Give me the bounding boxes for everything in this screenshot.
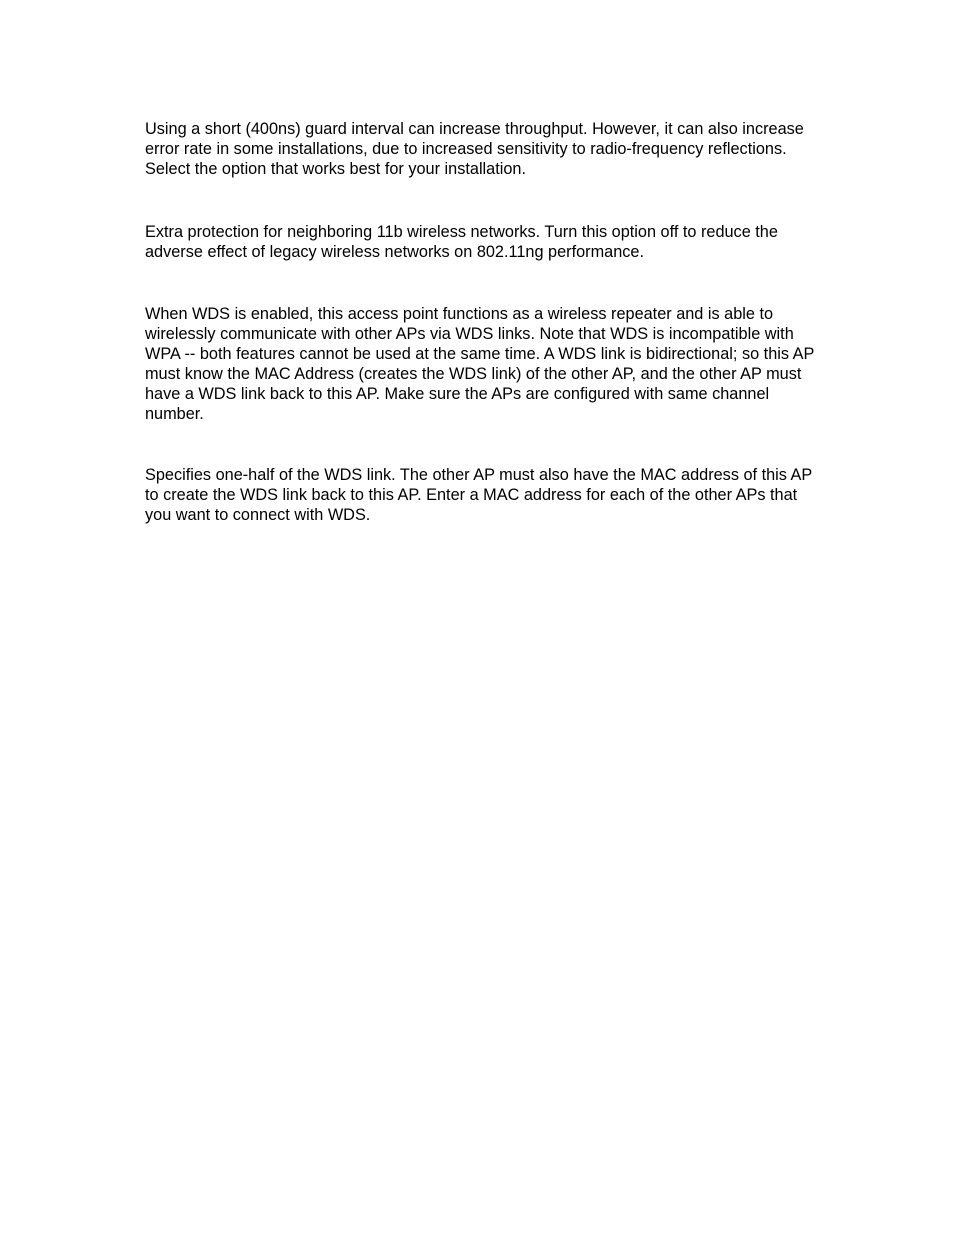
text-line: error rate in some installations, due to increased sensitivity to radio-frequency reflections. [145, 140, 787, 158]
text-line: Extra protection for neighboring 11b wireless networks. Turn this option off to reduce the [145, 223, 778, 241]
text-line: have a WDS link back to this AP. Make sure the APs are configured with same channel [145, 385, 770, 403]
text-line: WPA -- both features cannot be used at the same time. A WDS link is bidirectional; so this AP [145, 345, 815, 363]
text-line: Using a short (400ns) guard interval can increase throughput. However, it can also increase [145, 120, 804, 138]
text-line: to create the WDS link back to this AP. Enter a MAC address for each of the other APs that [145, 486, 798, 504]
text-line: When WDS is enabled, this access point functions as a wireless repeater and is able to [145, 305, 774, 323]
guard-interval-description [145, 119, 857, 179]
text-line: you want to connect with WDS. [145, 506, 371, 524]
text-line: number. [145, 405, 204, 423]
text-line: Select the option that works best for your installation. [145, 160, 527, 178]
text-line: adverse effect of legacy wireless networks on 802.11ng performance. [145, 243, 644, 261]
protection-description [145, 222, 857, 262]
wds-description [145, 304, 857, 424]
wds-link-description [145, 465, 857, 525]
text-line: Specifies one-half of the WDS link. The other AP must also have the MAC address of this AP [145, 466, 813, 484]
text-line: must know the MAC Address (creates the WDS link) of the other AP, and the other AP must [145, 365, 802, 383]
text-line: wirelessly communicate with other APs via WDS links. Note that WDS is incompatible with [145, 325, 794, 343]
